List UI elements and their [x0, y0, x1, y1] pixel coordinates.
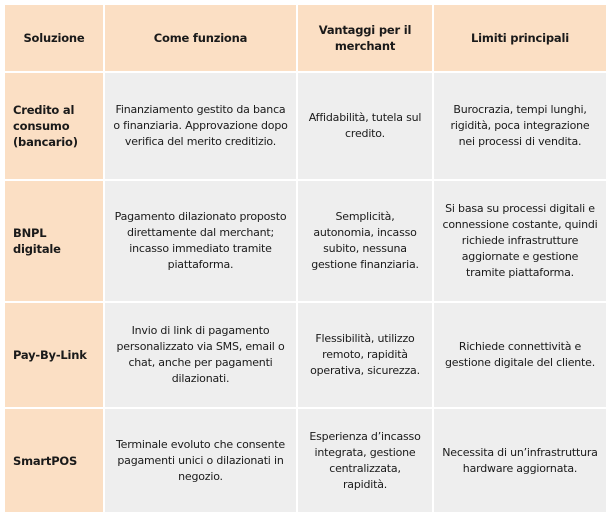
- row-solution-name: SmartPOS: [4, 408, 104, 513]
- row-solution-name: Credito al consumo (bancario): [4, 72, 104, 180]
- row-limits: Necessita di un’infrastruttura hardware aggiornata.: [433, 408, 607, 513]
- comparison-table: [4, 4, 607, 513]
- header-merchant-advantages: Vantaggi per il merchant: [297, 4, 433, 72]
- row-limits: Si basa su processi digitali e connessione costante, quindi richiede infrastrutture aggiornate e gestione tramite piattaforma.: [433, 180, 607, 302]
- row-limits: Burocrazia, tempi lunghi, rigidità, poca integrazione nei processi di vendita.: [433, 72, 607, 180]
- row-how-it-works: Invio di link di pagamento personalizzato via SMS, email o chat, anche per pagamenti dilazionati.: [104, 302, 297, 408]
- row-advantages: Flessibilità, utilizzo remoto, rapidità operativa, sicurezza.: [297, 302, 433, 408]
- header-main-limits: Limiti principali: [433, 4, 607, 72]
- row-advantages: Esperienza d’incasso integrata, gestione centralizzata, rapidità.: [297, 408, 433, 513]
- row-solution-name: Pay-By-Link: [4, 302, 104, 408]
- row-advantages: Semplicità, autonomia, incasso subito, nessuna gestione finanziaria.: [297, 180, 433, 302]
- row-how-it-works: Finanziamento gestito da banca o finanziaria. Approvazione dopo verifica del merito creditizio.: [104, 72, 297, 180]
- row-advantages: Affidabilità, tutela sul credito.: [297, 72, 433, 180]
- row-limits: Richiede connettività e gestione digitale del cliente.: [433, 302, 607, 408]
- row-how-it-works: Terminale evoluto che consente pagamenti unici o dilazionati in negozio.: [104, 408, 297, 513]
- row-solution-name: BNPL digitale: [4, 180, 104, 302]
- row-how-it-works: Pagamento dilazionato proposto direttamente dal merchant; incasso immediato tramite piattaforma.: [104, 180, 297, 302]
- header-solution: Soluzione: [4, 4, 104, 72]
- header-how-it-works: Come funziona: [104, 4, 297, 72]
